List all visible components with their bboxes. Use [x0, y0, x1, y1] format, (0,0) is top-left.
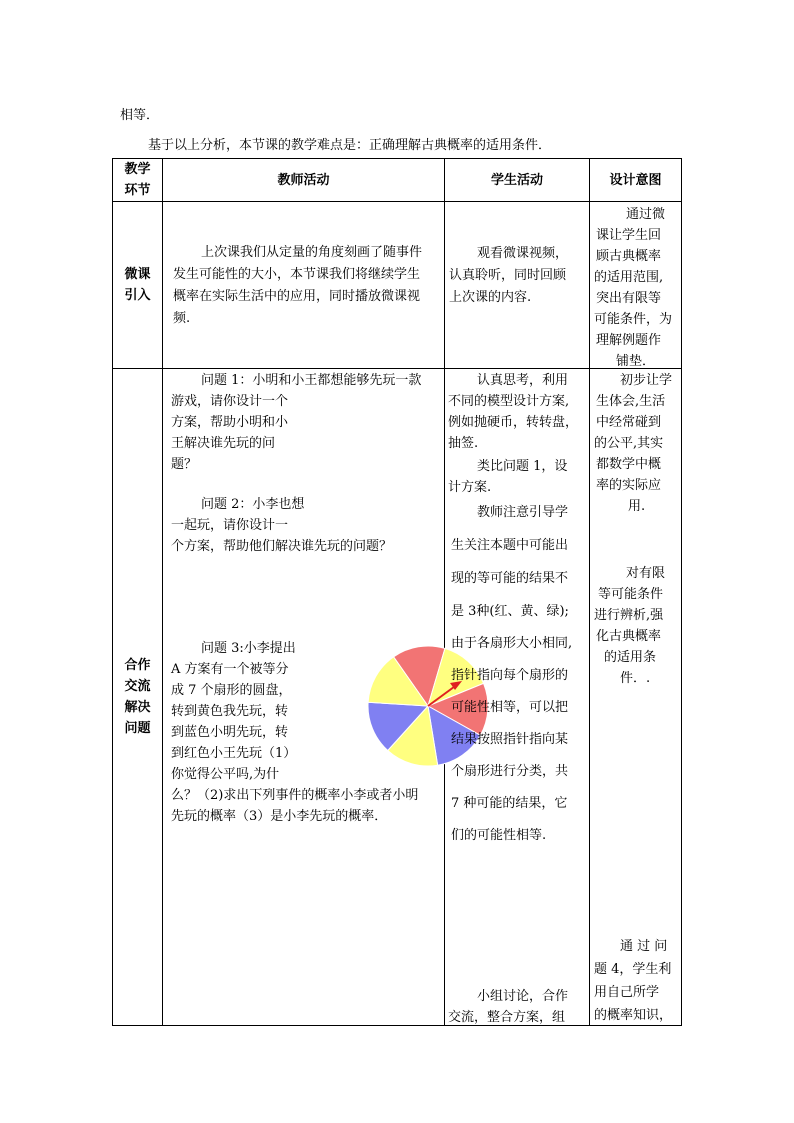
stage-line: 问题	[124, 721, 151, 736]
text-line: 7 种可能的结果，它	[451, 796, 568, 811]
text-line: 不同的模型设计方案,	[448, 394, 570, 409]
row-cooperate	[113, 369, 682, 1026]
text-line: 抽签.	[448, 436, 479, 451]
design-cell-1	[590, 202, 682, 369]
text-line: 突出有限等	[596, 291, 662, 306]
q3-line: 先玩的概率（3）是小李先玩的概率．	[171, 809, 388, 824]
text-line: 频.	[173, 311, 191, 326]
text-line: 上次课我们从定量的角度刻画了随事件	[201, 245, 423, 260]
text-line: 都数学中概	[596, 457, 662, 472]
stage-line: 交流	[124, 679, 151, 694]
q3-line: 么？（2)求出下列事件的概率小李或者小明	[171, 788, 419, 803]
stage-micro-intro	[113, 202, 163, 369]
stage-line: 微课	[124, 267, 151, 282]
text-line: 上次课的内容.	[449, 290, 532, 305]
text-line: 通 过 问	[620, 939, 668, 954]
q1-line: 游戏，请你设计一个	[171, 394, 289, 409]
text-line: 例如抛硬币，转转盘，	[448, 415, 579, 430]
text-line: 观看微课视频，	[477, 246, 569, 261]
q2-line: 个方案，帮助他们解决谁先玩的问题？	[171, 539, 393, 554]
student-cell-1	[445, 202, 590, 369]
text-line: 认真思考，利用	[477, 373, 569, 388]
header-stage	[113, 159, 163, 202]
q3-line: A 方案有一个被等分	[171, 662, 289, 677]
text-line: 小组讨论，合作	[477, 989, 569, 1004]
text-line: 铺垫．	[616, 354, 656, 369]
text-line: 课让学生回	[596, 228, 662, 243]
q3-line: 成 7 个扇形的圆盘，	[171, 683, 292, 698]
student-cell-2	[445, 369, 590, 1026]
text-line: 现的等可能的结果不	[451, 571, 569, 586]
q3-line: 你觉得公平吗,为什	[171, 767, 280, 782]
teacher-cell-2	[163, 369, 445, 1026]
q1-line: 王解决谁先玩的问	[171, 436, 276, 451]
text-line: 化古典概率	[596, 629, 662, 644]
stage-line: 引入	[124, 288, 151, 303]
text-line: 件．.	[620, 671, 651, 686]
text-line: 交流，整合方案，组	[448, 1010, 566, 1025]
q2-line: 问题 2：小李也想	[201, 497, 305, 512]
text-line: 认真聆听，同时回顾	[449, 268, 567, 283]
stage-cooperate	[113, 369, 163, 1026]
text-line: 用.	[628, 499, 646, 514]
q1-line: 方案，帮助小明和小	[171, 415, 289, 430]
text-line: 中经常碰到	[596, 415, 662, 430]
q1-line: 题？	[171, 457, 198, 472]
text-line: 可能条件，为	[594, 312, 673, 327]
text-line: 生体会,生活	[596, 394, 666, 409]
text-line: 生关注本题中可能出	[451, 538, 569, 553]
header-design: 设计意图	[590, 159, 682, 202]
text-line: 率的实际应	[596, 478, 662, 493]
text-line: 发生可能性的大小，本节课我们将继续学生	[173, 267, 421, 282]
header-teacher: 教师活动	[163, 159, 445, 202]
text-line: 进行辨析,强	[594, 608, 664, 623]
text-line: 个扇形进行分类，共	[451, 764, 569, 779]
row-micro-intro	[113, 202, 682, 369]
text-line: 初步让学	[620, 373, 673, 388]
text-line: 结果按照指针指向某	[451, 732, 569, 747]
text-line: 等可能条件	[598, 587, 664, 602]
header-stage-line: 教学	[124, 162, 151, 177]
text-line: 教师注意引导学	[477, 505, 569, 520]
text-line: 概率在实际生活中的应用，同时播放微课视	[173, 289, 421, 304]
text-line: 用自己所学	[594, 985, 660, 1000]
text-line: 的适用范围,	[594, 270, 664, 285]
teacher-cell-1	[163, 202, 445, 369]
q3-line: 到红色小王先玩（1）	[171, 746, 297, 761]
intro-line-2: 基于以上分析，本节课的教学难点是：正确理解古典概率的适用条件．	[148, 138, 552, 153]
text-line: 顾古典概率	[596, 249, 662, 264]
q3-line: 到蓝色小明先玩，转	[171, 725, 289, 740]
text-line: 可能性相等，可以把	[451, 700, 569, 715]
q2-line: 一起玩，请你设计一	[171, 518, 289, 533]
header-row	[113, 159, 682, 202]
text-line: 理解例题作	[596, 333, 662, 348]
stage-line: 合作	[124, 658, 151, 673]
stage-line: 解决	[124, 700, 151, 715]
text-line: 对有限	[626, 566, 666, 581]
design-cell-2	[590, 369, 682, 1026]
q1-line: 问题 1：小明和小王都想能够先玩一款	[201, 373, 422, 388]
header-stage-line: 环节	[124, 183, 151, 198]
text-line: 的概率知识，	[594, 1008, 673, 1023]
text-line: 的公平,其实	[594, 436, 664, 451]
text-line: 由于各扇形大小相同,	[451, 636, 573, 651]
text-line: 们的可能性相等.	[451, 828, 547, 843]
q3-line: 问题 3:小李提出	[201, 641, 296, 656]
q3-line: 转到黄色我先玩，转	[171, 704, 289, 719]
text-line: 是 3种(红、黄、绿);	[451, 604, 569, 619]
text-line: 指针指向每个扇形的	[451, 668, 569, 683]
header-student: 学生活动	[445, 159, 590, 202]
intro-line-1: 相等．	[120, 108, 160, 123]
text-line: 的适用条	[604, 650, 657, 665]
text-line: 计方案.	[448, 480, 492, 495]
text-line: 类比问题 1，设	[477, 459, 568, 474]
text-line: 题 4，学生利	[594, 962, 672, 977]
text-line: 通过微	[626, 207, 666, 222]
lesson-table	[112, 158, 682, 1026]
